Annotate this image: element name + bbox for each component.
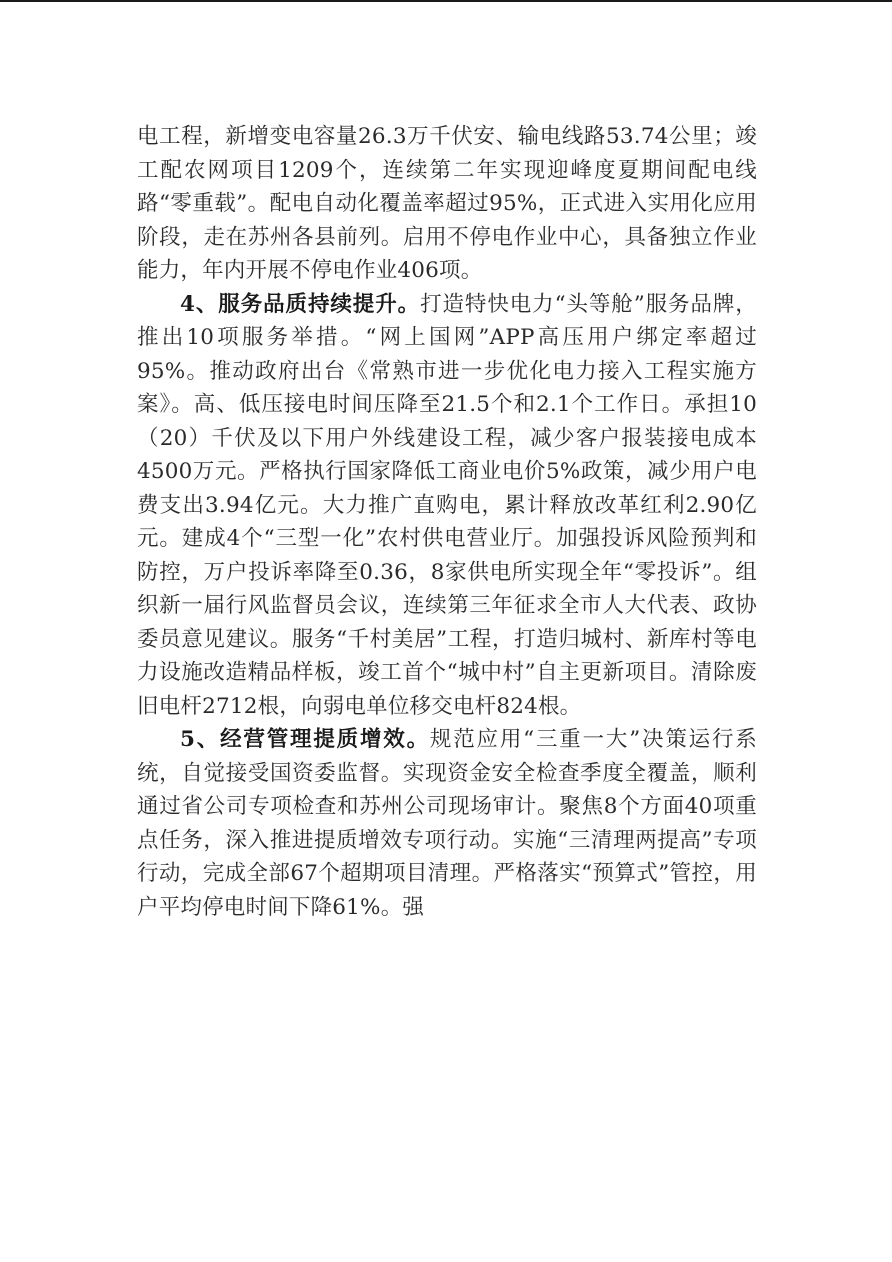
paragraph-text: 打造特快电力“头等舱”服务品牌，推出10项服务举措。“网上国网”APP高压用户绑定率超过95%。推动政府出台《常熟市进一步优化电力接入工程实施方案》。高、低压接电时间压降至21.5个和2.1个工作日。承担10（20）千伏及以下用户外线建设工程，减少客户报装接电成本4500万元。严格执行国家降低工商业电价5%政策，减少用户电费支出3.94亿元。大力推广直购电，累计释放改革红利2.90亿元。建成4个“三型一化”农村供电营业厅。加强投诉风险预判和防控，万户投诉率降至0.36，8家供电所实现全年“零投诉”。组织新一届行风监督员会议，连续第三年征求全市人大代表、政协委员意见建议。服务“千村美居”工程，打造归城村、新库村等电力设施改造精品样板，竣工首个“城中村”自主更新项目。清除废旧电杆2712根，向弱电单位移交电杆824根。 bbox=[137, 291, 758, 719]
paragraph-text: 电工程，新增变电容量26.3万千伏安、输电线路53.74公里；竣工配农网项目1209个，连续第二年实现迎峰度夏期间配电线路“零重载”。配电自动化覆盖率超过95%，正式进入实用化应用阶段，走在苏州各县前列。启用不停电作业中心，具备独立作业能力，年内开展不停电作业406项。 bbox=[137, 124, 757, 283]
paragraph-service-quality bbox=[137, 288, 757, 724]
paragraph-continued bbox=[137, 120, 757, 288]
paragraph-heading: 5、经营管理提质增效。 bbox=[180, 727, 430, 752]
paragraph-text: 规范应用“三重一大”决策运行系统，自觉接受国资委监督。实现资金安全检查季度全覆盖，顺利通过省公司专项检查和苏州公司现场审计。聚焦8个方面40项重点任务，深入推进提质增效专项行动。实施“三清理两提高”专项行动，完成全部67个超期项目清理。严格落实“预算式”管控，用户平均停电时间下降61%。强 bbox=[137, 727, 757, 920]
paragraph-heading: 4、服务品质持续提升。 bbox=[180, 291, 421, 317]
paragraph-operations-management bbox=[137, 723, 757, 924]
document-body bbox=[137, 120, 757, 924]
page-top-border bbox=[0, 0, 892, 2]
